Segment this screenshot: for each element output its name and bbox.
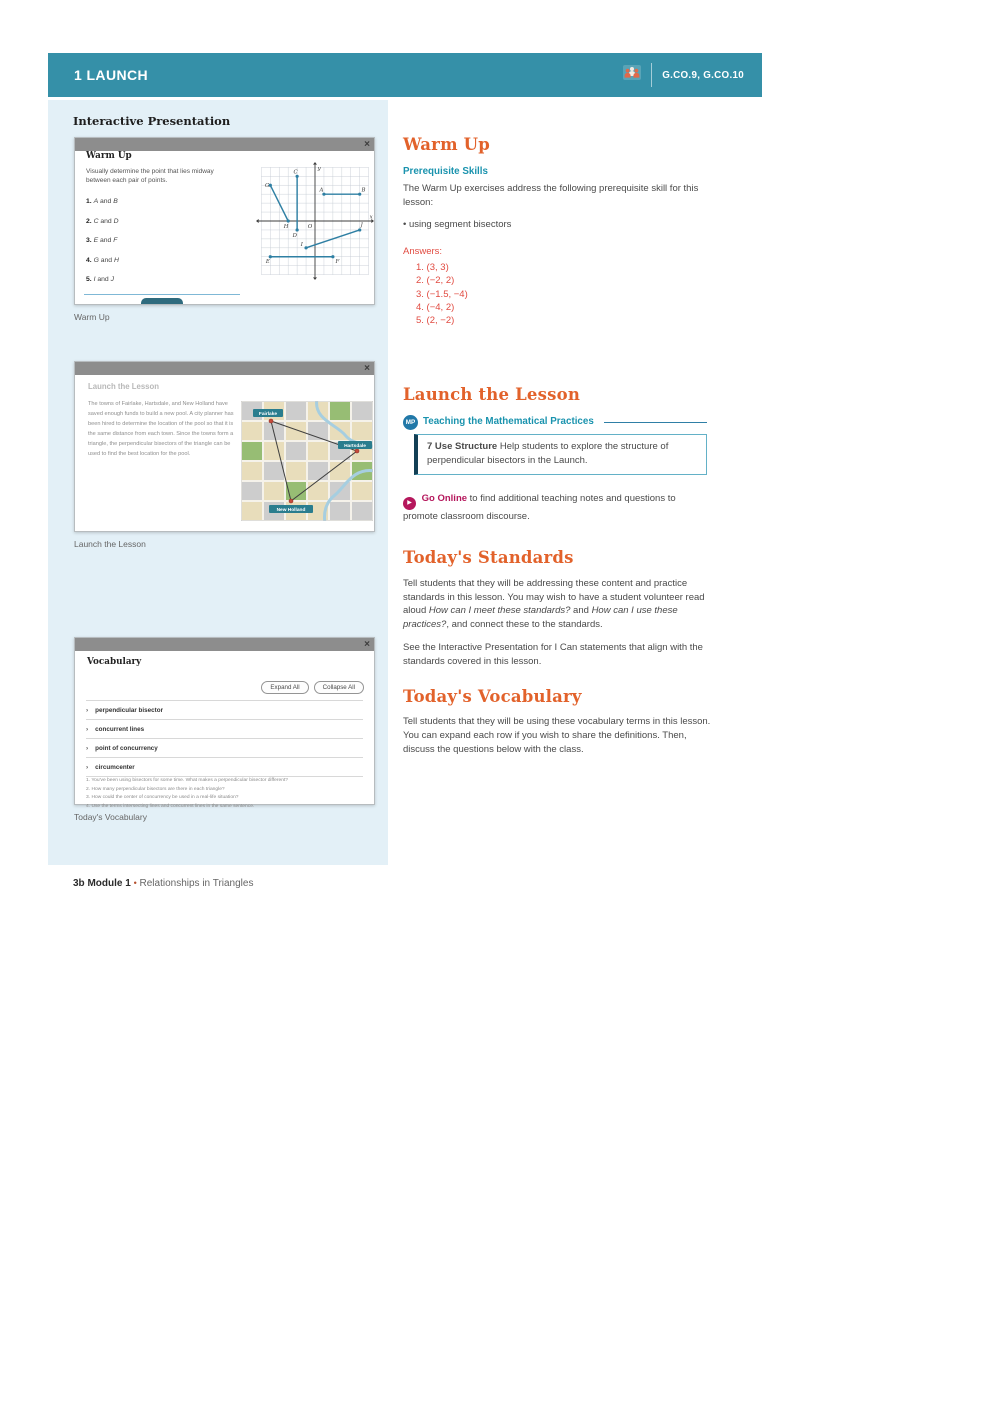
svg-text:C: C xyxy=(293,169,298,176)
town-map-figure xyxy=(241,401,373,521)
vocabulary-slide-card xyxy=(74,637,375,809)
vocab-question: 4. Use the terms intersecting lines and concurrent lines in the same sentence. xyxy=(86,803,255,809)
chevron-right-icon: › xyxy=(86,706,89,714)
standards-paragraph-2: See the Interactive Presentation for I Can statements that align with the standards covered in this lesson. xyxy=(403,642,703,667)
chevron-right-icon: › xyxy=(86,763,89,771)
svg-text:E: E xyxy=(265,259,270,266)
svg-text:B: B xyxy=(361,187,366,194)
svg-text:G: G xyxy=(264,183,270,190)
window-titlebar xyxy=(75,362,374,375)
town-label-new-holland xyxy=(269,505,313,513)
practice-text: Help students to explore the structure of perpendicular bisectors in the Launch. xyxy=(427,440,669,466)
warmup-body-text: The Warm Up exercises address the following prerequisite skill for this lesson: xyxy=(403,183,699,208)
mp-badge-icon: MP xyxy=(403,415,418,430)
footer-module-label: 3b Module 1 xyxy=(73,878,131,889)
vocab-question: 1. You've been using bisectors for some time. What makes a perpendicular bisector different? xyxy=(86,778,289,783)
svg-text:New Holland: New Holland xyxy=(276,507,306,513)
answer-item: 2. (−2, 2) xyxy=(416,275,455,287)
slide-caption: Today's Vocabulary xyxy=(74,812,147,822)
go-online-note xyxy=(403,492,711,524)
vocab-question: 3. How could the center of concurrency be used in a real-life situation? xyxy=(86,795,239,801)
answers-list xyxy=(416,262,711,327)
teaching-notes-column xyxy=(403,133,711,757)
svg-text:A: A xyxy=(319,187,324,194)
mathematical-practices-row xyxy=(403,415,707,430)
launch-slide-paragraph: The towns of Fairlake, Hartsdale, and New Holland have saved enough funds to build a new pool. A city planner has been hired to determine the location of the pool so that it is the same distance from each town. Since the towns form a triangle, the perpendicular bisectors of the triangle can be used to find the best location for the pool. xyxy=(88,401,234,458)
vocab-slide-heading: Vocabulary xyxy=(87,657,142,667)
footer-module-title: Relationships in Triangles xyxy=(139,878,254,889)
go-online-icon: ▶ xyxy=(403,497,416,510)
list-item: 5. I and J xyxy=(86,276,114,283)
slide-caption: Warm Up xyxy=(74,312,110,322)
window-titlebar xyxy=(75,638,374,651)
warmup-slide-card xyxy=(74,137,375,305)
go-online-text: to find additional teaching notes and questions to promote classroom discourse. xyxy=(403,493,676,523)
warmup-slide-heading: Warm Up xyxy=(86,151,132,161)
vocab-controls xyxy=(261,681,364,694)
warmup-pair-list xyxy=(86,198,119,296)
warmup-instructions: Visually determine the point that lies midway between each pair of points. xyxy=(86,168,214,185)
svg-text:Hartsdale: Hartsdale xyxy=(344,443,366,449)
section-title: 1 LAUNCH xyxy=(74,67,148,83)
standards-section-heading: Today's Standards xyxy=(403,548,574,568)
expand-all-button[interactable]: Expand All xyxy=(261,681,308,694)
practice-number-label: 7 Use Structure xyxy=(427,440,498,452)
panel-title: Interactive Presentation xyxy=(73,114,231,128)
svg-text:H: H xyxy=(283,224,289,231)
launch-section-heading: Launch the Lesson xyxy=(403,384,581,404)
svg-text:I: I xyxy=(300,242,303,249)
use-structure-callout xyxy=(414,434,707,476)
list-item: 2. C and D xyxy=(86,217,119,225)
mp-rule-line xyxy=(604,422,707,424)
collapse-all-button[interactable]: Collapse All xyxy=(314,681,364,694)
chevron-right-icon: › xyxy=(86,725,89,733)
vocabulary-section-heading: Today's Vocabulary xyxy=(403,686,582,706)
slide-caption: Launch the Lesson xyxy=(74,539,146,549)
vocab-row[interactable]: › point of concurrency xyxy=(86,738,363,757)
footer-separator: • xyxy=(133,878,137,888)
prerequisite-bullet: • using segment bisectors xyxy=(403,218,512,230)
warmup-section-heading: Warm Up xyxy=(403,135,491,154)
header-divider xyxy=(651,63,652,87)
header-standards-group xyxy=(623,63,744,87)
answers-label: Answers: xyxy=(403,246,443,258)
svg-text:J: J xyxy=(360,222,363,229)
standards-paragraph-1: Tell students that they will be addressing these content and practice standards in this lesson. You may wish to have a student volunteer read aloud How can I meet these standards? and How can I use these practices?, and connect these to the standards. xyxy=(403,577,705,631)
answer-item: 5. (2, −2) xyxy=(416,314,455,326)
answer-item: 3. (−1.5, −4) xyxy=(416,288,468,300)
svg-text:y: y xyxy=(317,166,321,173)
svg-text:D: D xyxy=(292,233,297,240)
vocabulary-paragraph: Tell students that they will be using these vocabulary terms in this lesson. You can expand each row if you wish to share the definitions. Then, discuss the questions below with the class. xyxy=(403,716,711,755)
close-icon[interactable]: × xyxy=(364,139,370,150)
town-label-fairlake xyxy=(253,409,283,417)
list-item: 1. A and B xyxy=(86,198,118,205)
vocab-row[interactable]: › circumcenter xyxy=(86,757,363,777)
answer-line xyxy=(84,294,240,295)
list-item: 3. E and F xyxy=(86,237,118,244)
vocab-term-list xyxy=(86,700,363,777)
town-label-hartsdale xyxy=(338,441,372,449)
svg-text:F: F xyxy=(335,259,340,266)
group-people-icon xyxy=(623,65,641,85)
svg-text:x: x xyxy=(369,214,373,221)
slide-nav-tab[interactable] xyxy=(141,298,183,304)
svg-text:Fairlake: Fairlake xyxy=(258,411,278,417)
window-titlebar xyxy=(75,138,374,151)
vocab-row[interactable]: › perpendicular bisector xyxy=(86,700,363,719)
vocab-questions xyxy=(86,777,363,811)
town-point xyxy=(289,499,293,503)
close-icon[interactable]: × xyxy=(364,639,370,650)
vocab-row[interactable]: › concurrent lines xyxy=(86,719,363,738)
coordinate-grid-figure xyxy=(256,160,374,282)
vocab-question: 2. How many perpendicular bisectors are there in each triangle? xyxy=(86,786,225,792)
answer-item: 4. (−4, 2) xyxy=(416,301,455,313)
close-icon[interactable]: × xyxy=(364,363,370,374)
mp-title: Teaching the Mathematical Practices xyxy=(423,416,594,428)
interactive-presentation-panel xyxy=(48,100,388,865)
page-footer xyxy=(73,878,253,889)
answer-item: 1. (3, 3) xyxy=(416,262,449,274)
prerequisite-skills-subheading: Prerequisite Skills xyxy=(403,165,488,177)
town-point xyxy=(269,419,273,423)
launch-lesson-slide-card xyxy=(74,361,375,532)
list-item: 4. G and H xyxy=(86,256,119,264)
town-point xyxy=(355,449,359,453)
svg-text:O: O xyxy=(307,224,313,231)
launch-slide-heading: Launch the Lesson xyxy=(88,382,160,391)
header-bar xyxy=(48,53,762,97)
chevron-right-icon: › xyxy=(86,744,89,752)
standards-codes: G.CO.9, G.CO.10 xyxy=(662,69,744,81)
go-online-label[interactable]: Go Online xyxy=(421,493,468,505)
